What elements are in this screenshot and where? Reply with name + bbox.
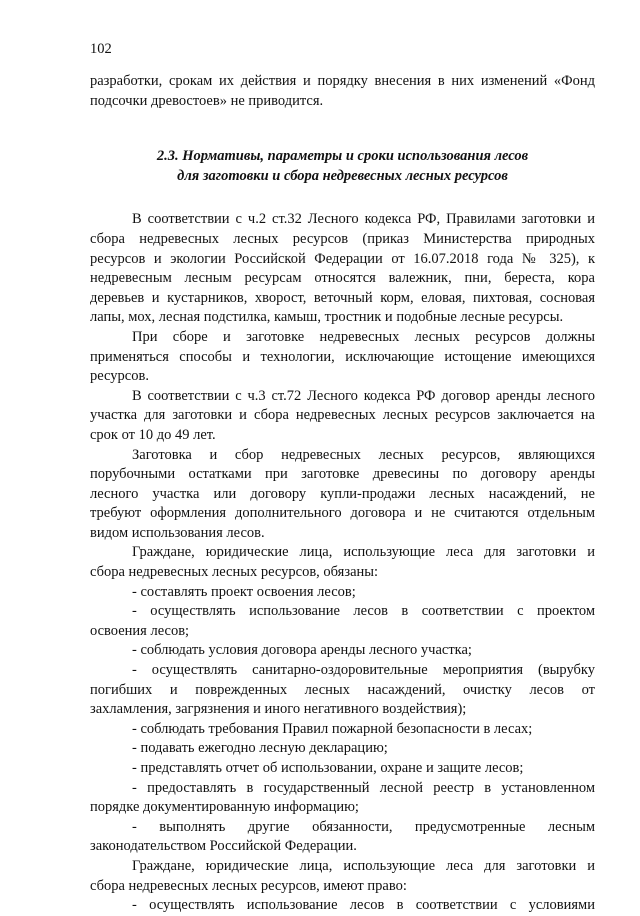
text-line: - осуществлять использование лесов в соответствии с условиями (132, 897, 595, 914)
text-line: порубочными остатками при заготовке древесины по договору аренды (90, 466, 595, 483)
body-paragraph (90, 661, 595, 720)
body-paragraph (90, 446, 595, 544)
body-paragraph (90, 328, 595, 387)
section-paragraphs (90, 210, 595, 915)
text-line: видом использования лесов. (90, 524, 265, 541)
text-line: лесного участка или договору купли-продажи лесных насаждений, не (90, 485, 595, 502)
text-line: деревьев и кустарников, хворост, веточный корм, еловая, пихтовая, сосновая (90, 289, 595, 306)
section-heading-line: для заготовки и сбора недревесных лесных ресурсов (177, 167, 508, 184)
text-line: ресурсов. (90, 368, 149, 385)
text-line: Граждане, юридические лица, использующие леса для заготовки и (132, 857, 595, 874)
body-paragraph (90, 818, 595, 857)
text-line: В соответствии с ч.3 ст.72 Лесного кодекса РФ договор аренды лесного (132, 387, 595, 404)
text-line: - соблюдать условия договора аренды лесного участка; (132, 642, 472, 659)
text-line: срок от 10 до 49 лет. (90, 426, 216, 443)
text-line: сбора недревесных лесных ресурсов, обязаны: (90, 564, 379, 581)
text-line: сбора недревесных лесных ресурсов, имеют право: (90, 877, 407, 894)
body-paragraph (90, 739, 595, 759)
text-line: недревесным лесным ресурсам относятся валежник, пни, береста, кора (90, 270, 595, 287)
body-paragraph (90, 387, 595, 446)
text-line: - осуществлять использование лесов в соответствии с проектом (132, 603, 595, 620)
text-line: При сборе и заготовке недревесных лесных ресурсов должны (132, 328, 595, 345)
text-line: освоения лесов; (90, 622, 190, 639)
body-paragraph (90, 583, 595, 603)
text-line: - выполнять другие обязанности, предусмотренные лесным (132, 818, 595, 835)
text-line: В соответствии с ч.2 ст.32 Лесного кодекса РФ, Правилами заготовки и (132, 211, 595, 228)
text-line: захламления, загрязнения и иного негативного воздействия); (90, 701, 467, 718)
text-line: - соблюдать требования Правил пожарной безопасности в лесах; (132, 720, 533, 737)
text-line: сбора недревесных лесных ресурсов (приказ Министерства природных (90, 230, 595, 247)
text-line: погибших и поврежденных лесных насаждений, очистку лесов от (90, 681, 595, 698)
text-line: - предоставлять в государственный лесной реестр в установленном (132, 779, 595, 796)
intro-paragraph (90, 72, 595, 111)
body-paragraph (90, 602, 595, 641)
body-paragraph (90, 720, 595, 740)
text-line: разработки, срокам их действия и порядку внесения в них изменений «Фонд (90, 73, 595, 89)
text-line: порядке документированную информацию; (90, 799, 359, 816)
text-line: - осуществлять санитарно-оздоровительные мероприятия (вырубку (132, 662, 595, 679)
document-body (90, 72, 595, 916)
body-paragraph (90, 857, 595, 896)
page-number: 102 (90, 41, 112, 57)
section-heading (90, 147, 595, 186)
body-paragraph (90, 543, 595, 582)
section-heading-line: 2.3. Нормативы, параметры и сроки использования лесов (156, 148, 529, 165)
text-line: - подавать ежегодно лесную декларацию; (132, 740, 388, 757)
text-line: подсочки древостоев» не приводится. (90, 92, 324, 109)
text-line: участка для заготовки и сбора недревесных лесных ресурсов заключается на (90, 407, 595, 424)
body-paragraph (90, 210, 595, 328)
text-line: - составлять проект освоения лесов; (132, 583, 356, 600)
body-paragraph (90, 641, 595, 661)
text-line: требуют оформления дополнительного договора и не считаются отдельным (90, 505, 595, 522)
text-line: - представлять отчет об использовании, охране и защите лесов; (132, 760, 524, 776)
body-paragraph (90, 896, 595, 916)
text-line: ресурсов и экологии Российской Федерации от 16.07.2018 года № 325), к (90, 250, 595, 267)
text-line: применяться способы и технологии, исключающие истощение имеющихся (90, 348, 595, 365)
text-line: законодательством Российской Федерации. (90, 838, 357, 855)
text-line: Граждане, юридические лица, использующие леса для заготовки и (132, 544, 595, 561)
body-paragraph (90, 759, 595, 779)
text-line: лапы, мох, лесная подстилка, камыш, тростник и подобные лесные ресурсы. (90, 309, 564, 326)
text-line: Заготовка и сбор недревесных лесных ресурсов, являющихся (132, 446, 595, 463)
body-paragraph (90, 779, 595, 818)
